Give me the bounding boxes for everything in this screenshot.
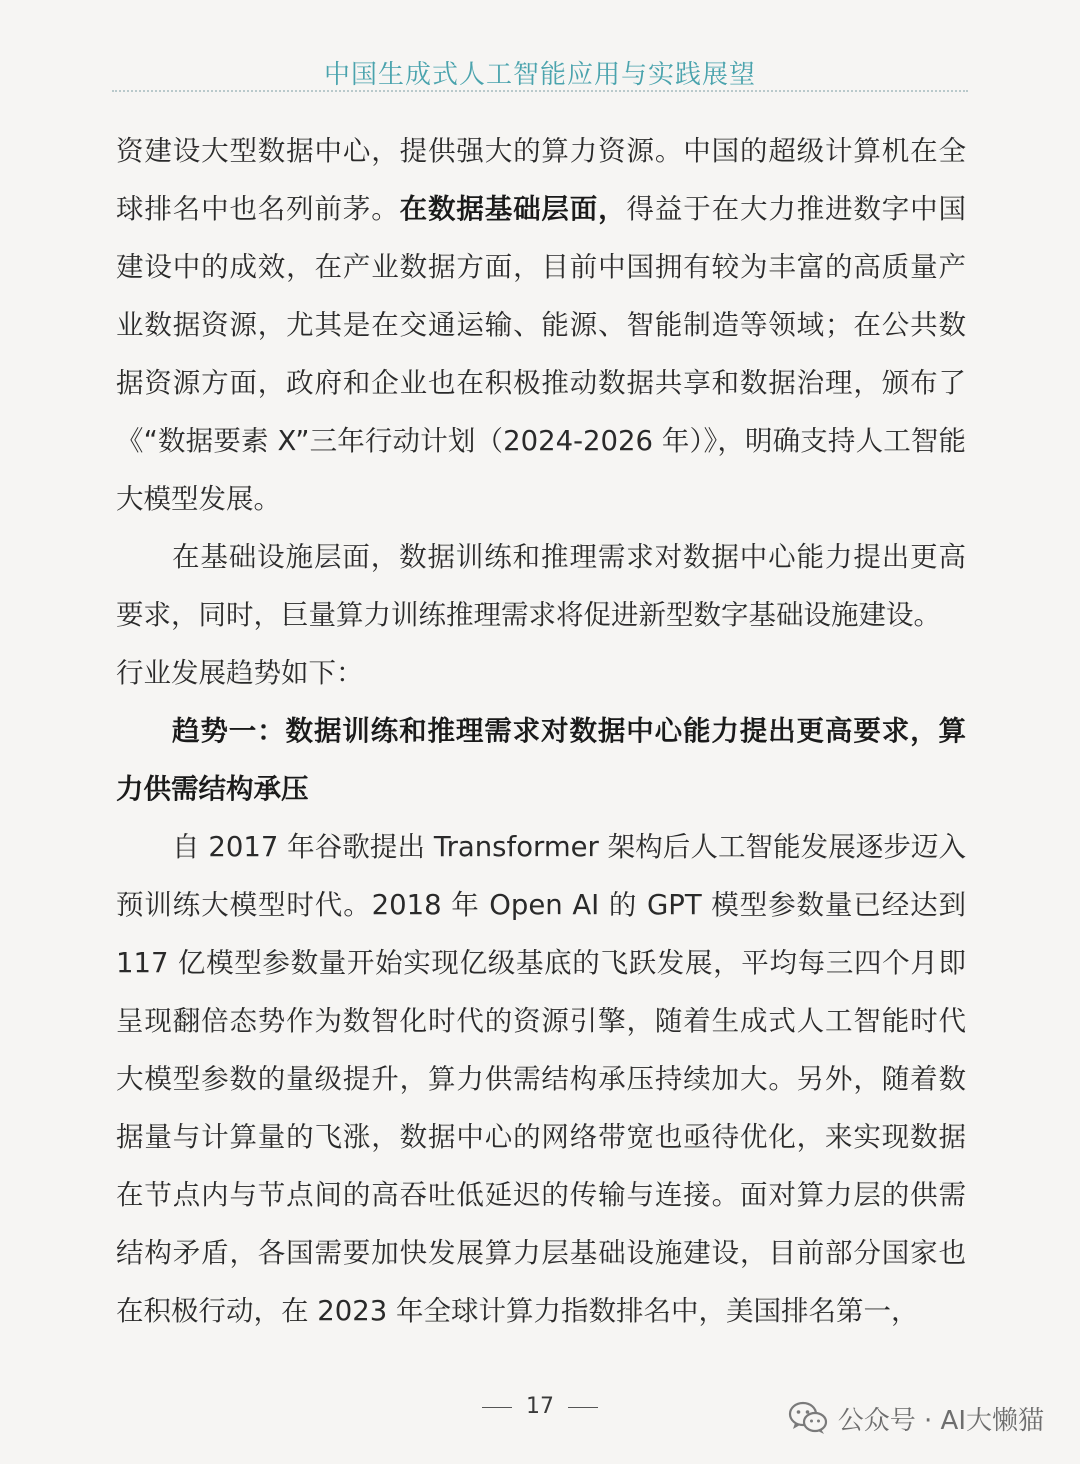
body-text [116, 122, 966, 1340]
paragraph-1-text-a: 资建设大型数据中心，提供强大的算力资源。中国的超级计算机在全球排名中也名列前茅。 [116, 135, 966, 225]
trend-1-heading: 趋势一：数据训练和推理需求对数据中心能力提出更高要求，算力供需结构承压 [116, 715, 966, 805]
wechat-icon [788, 1401, 828, 1435]
paragraph-1-bold-lead: 在数据基础层面， [399, 193, 627, 225]
footer-dash-left [482, 1407, 512, 1408]
paragraph-4: 自 2017 年谷歌提出 Transformer 架构后人工智能发展逐步迈入预训练大模型时代。2018 年 Open AI 的 GPT 模型参数量已经达到 117 亿模型参数量开始实现亿级基底的飞跃发展，平均每三四个月即呈现翻倍态势作为数智化时代的资源引擎，随着生成式人工智能时代大模型参数的量级提升，算力供需结构承压持续加大。另外，随着数据量与计算量的飞涨，数据中心的网络带宽也亟待优化，来实现数据在节点内与节点间的高吞吐低延迟的传输与连接。面对算力层的供需结构矛盾，各国需要加快发展算力层基础设施建设，目前部分国家也在积极行动，在 2023 年全球计算力指数排名中，美国排名第一， [116, 831, 966, 1327]
paragraph-3: 行业发展趋势如下： [116, 657, 364, 689]
header-divider [112, 90, 968, 92]
running-header-title: 中国生成式人工智能应用与实践展望 [323, 60, 756, 90]
watermark [788, 1398, 1044, 1438]
paragraph-2: 在基础设施层面，数据训练和推理需求对数据中心能力提出更高要求，同时，巨量算力训练推理需求将促进新型数字基础设施建设。 [116, 541, 966, 631]
paragraph-1-text-b: 得益于在大力推进数字中国建设中的成效，在产业数据方面，目前中国拥有较为丰富的高质量产业数据资源，尤其是在交通运输、能源、智能制造等领域；在公共数据资源方面，政府和企业也在积极推动数据共享和数据治理，颁布了《“数据要素 X”三年行动计划（2024-2026 年）》，明确支持人工智能大模型发展。 [116, 193, 967, 515]
paragraph-1 [116, 122, 966, 528]
footer-dash-right [568, 1407, 598, 1408]
watermark-text: 公众号 · AI大懒猫 [837, 1405, 1044, 1436]
page-number: 17 [526, 1394, 554, 1419]
